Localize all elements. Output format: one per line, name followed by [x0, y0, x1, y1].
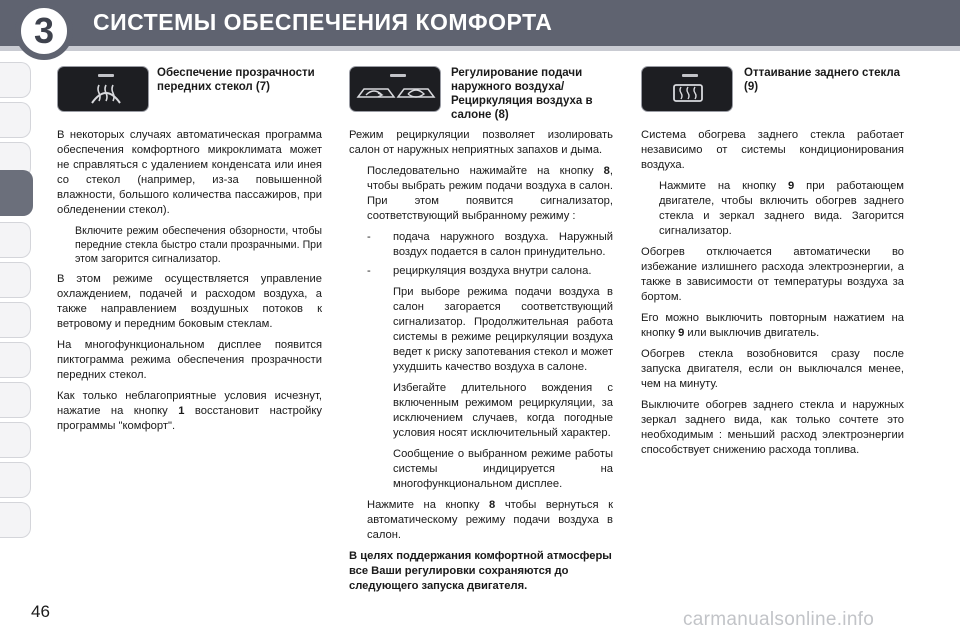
paragraph: Система обогрева заднего стекла работает независимо от системы кондиционирования воздуха. — [641, 129, 904, 171]
column-front-demist — [57, 66, 322, 432]
paragraph: Обогрев отключается автоматически во избежание излишнего расхода электроэнергии, а также в зависимости от температуры воздуха за бортом. — [641, 246, 904, 303]
bullet-text: Последовательно нажимайте на кнопку 8, чтобы выбрать режим подачи воздуха в салон. При этом появится сигнализатор, соответствующий выбранному режиму : — [367, 165, 613, 222]
rear-defrost-icon — [642, 67, 734, 113]
dash-marker: - — [367, 265, 371, 277]
chapter-tab[interactable] — [0, 342, 31, 378]
paragraph: Выключите обогрев заднего стекла и наружных зеркал заднего вида, как только сочтете это необходимым : меньший расход электроэнергии способствует снижению расхода топлива. — [641, 399, 904, 456]
paragraph: Его можно выключить повторным нажатием на кнопку 9 или выключив двигатель. — [641, 312, 904, 339]
chapter-tab-active[interactable] — [0, 170, 33, 216]
finger-icon — [641, 179, 659, 239]
recirculation-button-image — [349, 66, 441, 112]
finger-icon — [349, 164, 367, 224]
chapter-number-badge: 3 — [15, 2, 73, 60]
chapter-tab[interactable] — [0, 102, 31, 138]
chapter-tabs — [0, 62, 34, 572]
paragraph: В некоторых случаях автоматическая программа обеспечения комфортного микроклимата может не справляться с удалением конденсата или инея со стекол (например, из-за повышенной влажности, большого количества пассажиров, при обледенении стекол). — [57, 129, 322, 216]
note-bold: В целях поддержания комфортной атмосферы все Ваши регулировки сохраняются до следующего запуска двигателя. — [349, 550, 612, 592]
bullet-text: Нажмите на кнопку 9 при работающем двигателе, чтобы включить обогрев заднего стекла и зеркал заднего вида. Загорится сигнализатор. — [659, 180, 905, 237]
header-stripe — [0, 46, 960, 51]
section-title-front-demist: Обеспечение прозрачности передних стекол (7) — [157, 67, 315, 93]
chapter-title: СИСТЕМЫ ОБЕСПЕЧЕНИЯ КОМФОРТА — [93, 9, 553, 35]
air-recirculation-icon — [350, 67, 442, 113]
chapter-tab[interactable] — [0, 222, 31, 258]
front-defog-icon — [58, 67, 150, 113]
rear-defrost-button-image — [641, 66, 733, 112]
chapter-tab[interactable] — [0, 422, 31, 458]
section-title-rear-defrost: Оттаивание заднего стекла (9) — [744, 67, 901, 93]
dash-item: рециркуляция воздуха внутри салона. — [393, 265, 592, 277]
paragraph: На многофункциональном дисплее появится пиктограмма режима обеспечения прозрачности передних стекол. — [57, 339, 322, 381]
paragraph: Обогрев стекла возобновится сразу после запуска двигателя, если он выключался менее, чем на минуту. — [641, 348, 904, 390]
dash-item: подача наружного воздуха. Наружный воздух подается в салон принудительно. — [393, 231, 613, 258]
paragraph: Как только неблагоприятные условия исчезнут, нажатие на кнопку 1 восстановит настройку программы "комфорт". — [57, 390, 322, 432]
paragraph: В этом режиме осуществляется управление охлаждением, подачей и расходом воздуха, а также направлением воздушных потоков к ветровому и передним боковым стеклам. — [57, 273, 322, 330]
column-rear-defrost — [641, 66, 905, 456]
finger-icon — [57, 224, 75, 266]
bullet-text: Включите режим обеспечения обзорности, чтобы передние стекла быстро стали прозрачными. При этом загорится сигнализатор. — [75, 225, 322, 265]
paragraph: Режим рециркуляции позволяет изолировать салон от наружных неприятных запахов и дыма. — [349, 129, 613, 156]
paragraph: Сообщение о выбранном режиме работы системы индицируется на многофункциональном дисплее. — [393, 448, 613, 490]
page-number: 46 — [31, 602, 50, 621]
chapter-tab[interactable] — [0, 262, 31, 298]
chapter-tab[interactable] — [0, 502, 31, 538]
finger-icon — [349, 498, 367, 543]
chapter-tab[interactable] — [0, 382, 31, 418]
chapter-tab[interactable] — [0, 302, 31, 338]
paragraph: При выборе режима подачи воздуха в салон загорается соответствующий сигнализатор. Продолжительная работа системы в режиме рециркуляции воздуха ведет к риску запотевания стекол и может ухудшить качество воздуха в салоне. — [393, 286, 613, 373]
dash-marker: - — [367, 231, 371, 243]
watermark: carmanualsonline.info — [683, 609, 875, 630]
column-recirculation — [349, 66, 614, 592]
chapter-tab[interactable] — [0, 62, 31, 98]
section-title-recirculation: Регулирование подачи наружного воздуха/ Рециркуляция воздуха в салоне (8) — [451, 67, 593, 121]
front-demist-button-image — [57, 66, 149, 112]
chapter-tab[interactable] — [0, 462, 31, 498]
paragraph: Избегайте длительного вождения с включенным режимом рециркуляции, за исключением случаев, когда погодные условия носят исключительный характер. — [393, 382, 613, 439]
bullet-text: Нажмите на кнопку 8 чтобы вернуться к автоматическому режиму подачи воздуха в салон. — [367, 499, 614, 541]
